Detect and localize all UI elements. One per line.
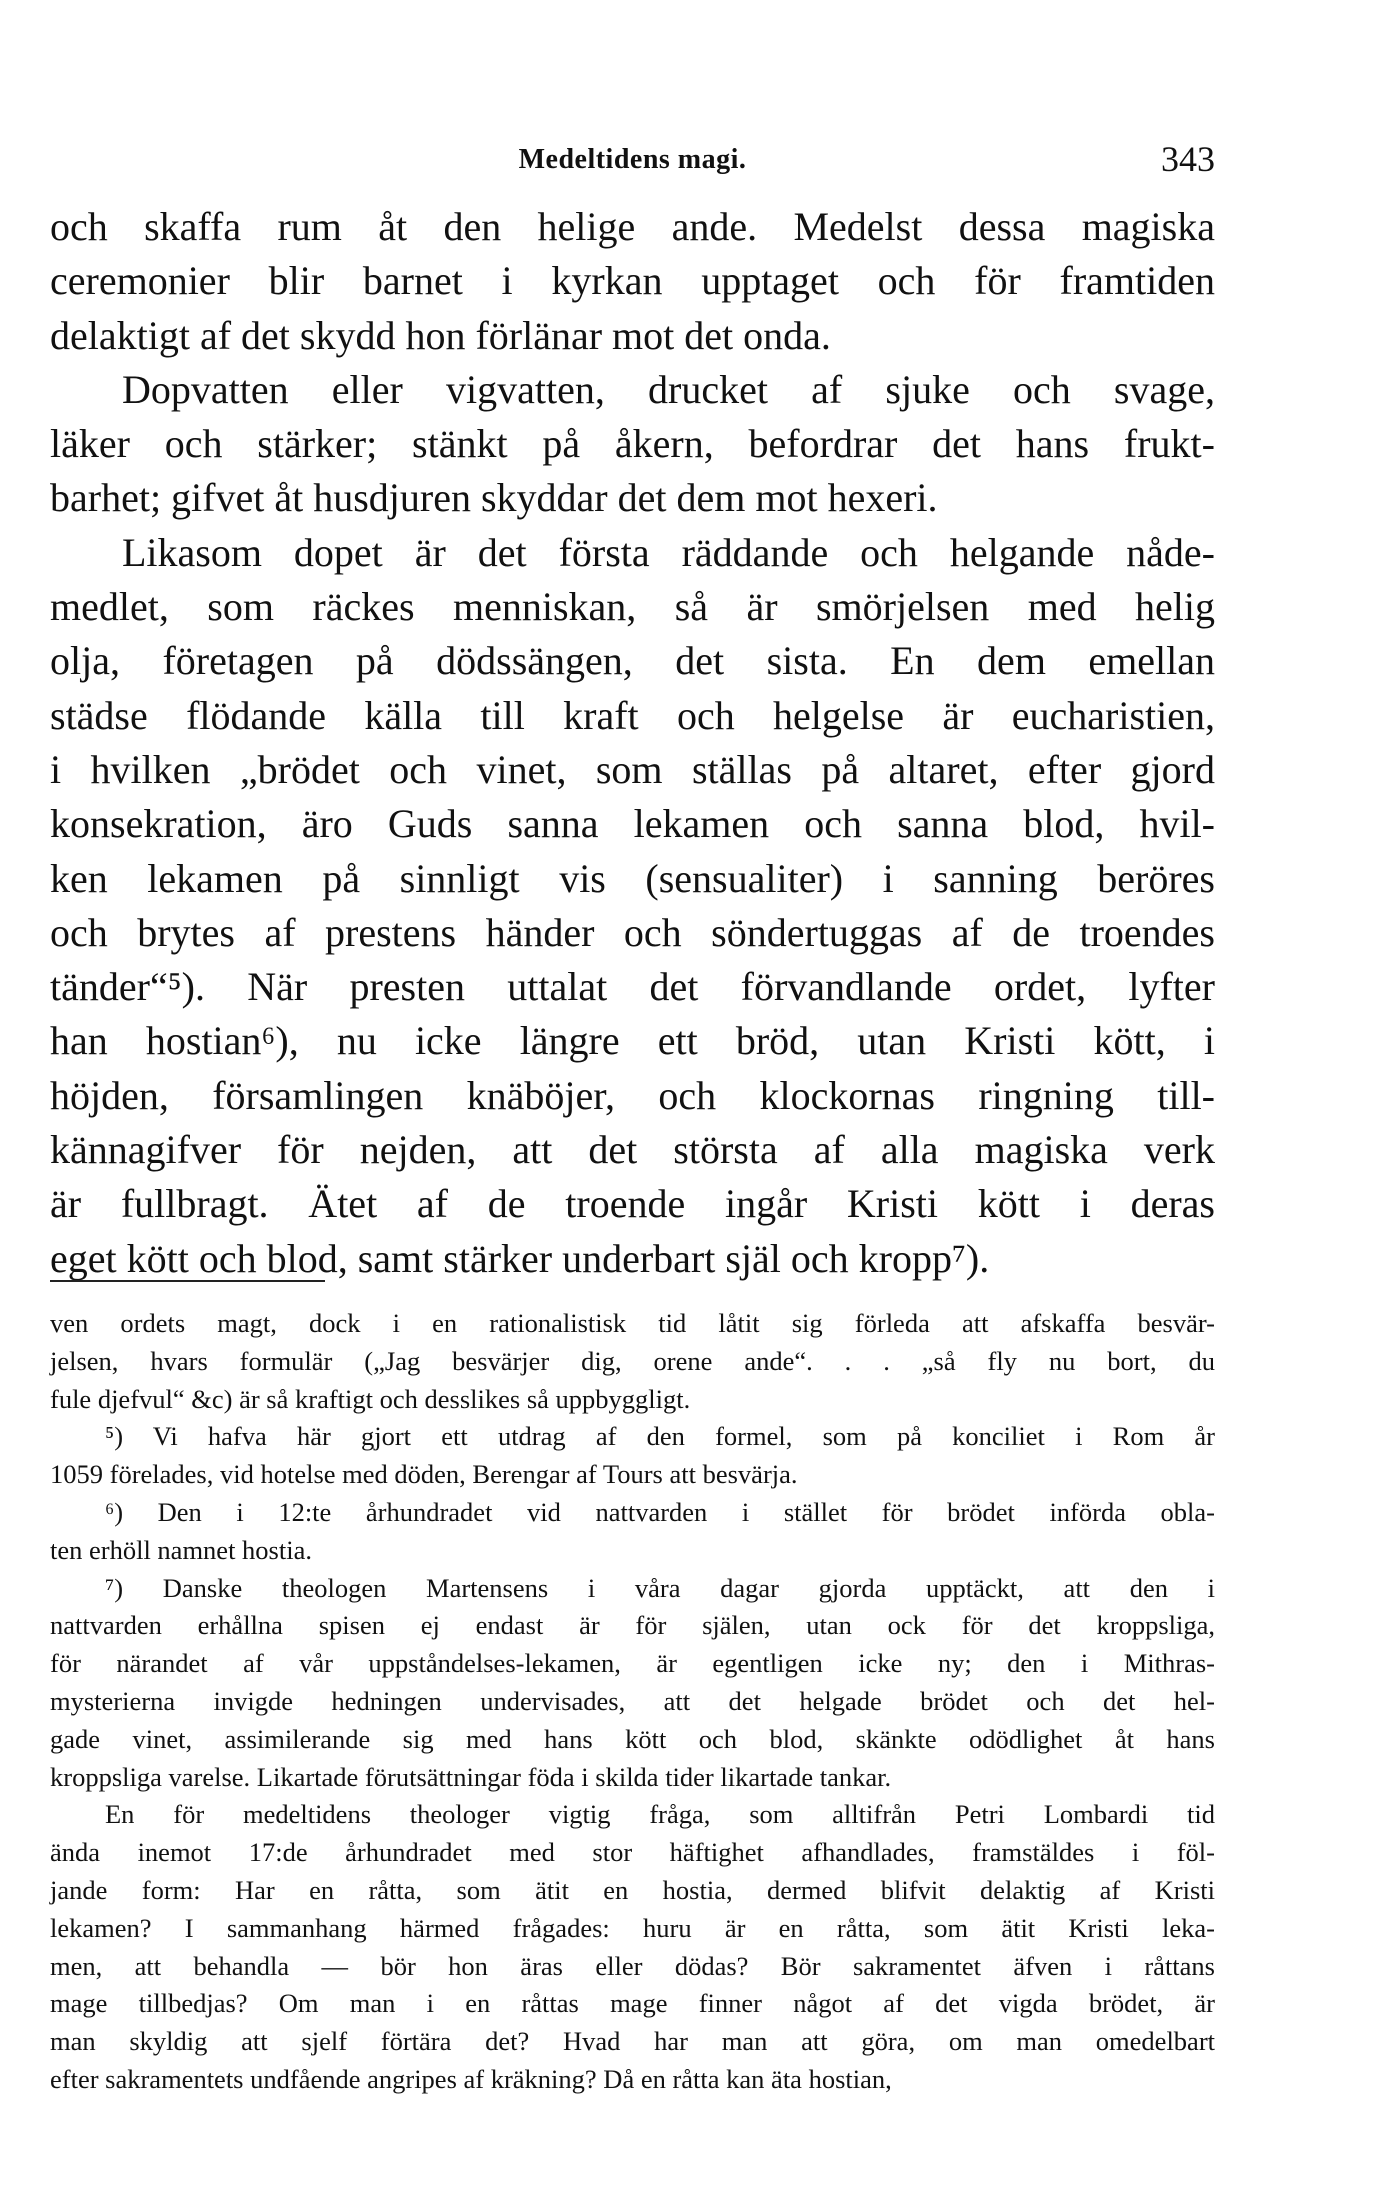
footnote-line: mysterierna invigde hedningen undervisades, att det helgade brödet och det hel- <box>50 1685 1215 1716</box>
text-line: ken lekamen på sinnligt vis (sensualiter) i sanning beröres <box>50 855 1215 901</box>
text-line: och skaffa rum åt den helige ande. Medelst dessa magiska <box>50 204 1215 249</box>
main-text <box>50 200 1215 1286</box>
text-line: Dopvatten eller vigvatten, drucket af sjuke och svage, <box>122 366 1215 412</box>
footnote-line: ⁷) Danske theologen Martensens i våra dagar gjorda upptäckt, att den i <box>105 1572 1215 1603</box>
footnote-line: lekamen? I sammanhang härmed frågades: huru är en råtta, som ätit Kristi leka- <box>50 1912 1215 1943</box>
text-line: barhet; gifvet åt husdjuren skyddar det dem mot hexeri. <box>50 475 938 521</box>
footnote-line: fule djefvul“ &c) är så kraftigt och desslikes så uppbyggligt. <box>50 1383 691 1414</box>
text-line: är fullbragt. Ätet af de troende ingår Kristi kött i deras <box>50 1181 1215 1227</box>
footnote-line: man skyldig att sjelf förtära det? Hvad har man att göra, om man omedelbart <box>50 2026 1215 2057</box>
footnote-line: ända inemot 17:de århundradet med stor häftighet afhandlades, framstäldes i föl- <box>50 1837 1215 1868</box>
running-head: Medeltidens magi. <box>518 144 747 175</box>
footnote-line: jande form: Har en råtta, som ätit en hostia, dermed blifvit delaktig af Kristi <box>50 1874 1215 1905</box>
footnote-line: efter sakramentets undfående angripes af kräkning? Då en råtta kan äta hostian, <box>50 2063 892 2094</box>
footnote-line: men, att behandla — bör hon äras eller dödas? Bör sakramentet äfven i råttans <box>50 1950 1215 1981</box>
text-line: läker och stärker; stänkt på åkern, befordrar det hans frukt- <box>50 421 1215 467</box>
footnote-line: för närandet af vår uppståndelses-lekamen, är egentligen icke ny; den i Mithras- <box>50 1648 1215 1679</box>
page-header <box>50 138 1215 178</box>
footnotes <box>50 1305 1215 2099</box>
text-line: höjden, församlingen knäböjer, och klockornas ringning till- <box>50 1072 1215 1118</box>
text-line: kännagifver för nejden, att det största af alla magiska verk <box>50 1127 1215 1173</box>
footnote-line: En för medeltidens theologer vigtig fråga, som alltifrån Petri Lombardi tid <box>105 1799 1215 1830</box>
text-line: i hvilken „brödet och vinet, som ställas på altaret, efter gjord <box>50 746 1215 792</box>
footnote-line: mage tillbedjas? Om man i en råttas mage finner något af det vigda brödet, är <box>50 1988 1215 2019</box>
page-number: 343 <box>1161 139 1215 179</box>
text-line: han hostian⁶), nu icke längre ett bröd, utan Kristi kött, i <box>50 1018 1215 1064</box>
footnote-line: jelsen, hvars formulär („Jag besvärjer dig, orene ande“. . . „så fly nu bort, du <box>50 1345 1215 1376</box>
footnote-line: ven ordets magt, dock i en rationalistisk tid låtit sig förleda att afskaffa besvär- <box>50 1308 1215 1338</box>
footnote-rule <box>50 1280 325 1282</box>
footnote-line: nattvarden erhållna spisen ej endast är för själen, utan ock för det kroppsliga, <box>50 1610 1215 1641</box>
text-line: Likasom dopet är det första räddande och helgande nåde- <box>122 529 1215 575</box>
footnote-line: 1059 förelades, vid hotelse med döden, Berengar af Tours att besvärja. <box>50 1459 798 1490</box>
text-line: eget kött och blod, samt stärker underbart själ och kropp⁷). <box>50 1235 990 1281</box>
text-line: och brytes af prestens händer och söndertuggas af de troendes <box>50 909 1215 955</box>
text-line: tänder“⁵). När presten uttalat det förvandlande ordet, lyfter <box>50 964 1215 1010</box>
footnote-line: ten erhöll namnet hostia. <box>50 1534 312 1565</box>
text-line: städse flödande källa till kraft och helgelse är eucharistien, <box>50 692 1215 738</box>
footnote-line: gade vinet, assimilerande sig med hans kött och blod, skänkte odödlighet åt hans <box>50 1723 1215 1754</box>
text-line: ceremonier blir barnet i kyrkan upptaget och för framtiden <box>50 258 1215 304</box>
text-line: medlet, som räckes menniskan, så är smörjelsen med helig <box>50 584 1215 630</box>
footnote-line: ⁵) Vi hafva här gjort ett utdrag af den formel, som på konciliet i Rom år <box>105 1421 1215 1452</box>
text-line: olja, företagen på dödssängen, det sista. En dem emellan <box>50 638 1215 684</box>
footnote-line: ⁶) Den i 12:te århundradet vid nattvarden i stället för brödet införda obla- <box>105 1496 1215 1527</box>
text-line: delaktigt af det skydd hon förlänar mot det onda. <box>50 312 831 358</box>
footnote-line: kroppsliga varelse. Likartade förutsättningar föda i skilda tider likartade tankar. <box>50 1761 892 1792</box>
text-line: konsekration, äro Guds sanna lekamen och sanna blod, hvil- <box>50 801 1215 847</box>
